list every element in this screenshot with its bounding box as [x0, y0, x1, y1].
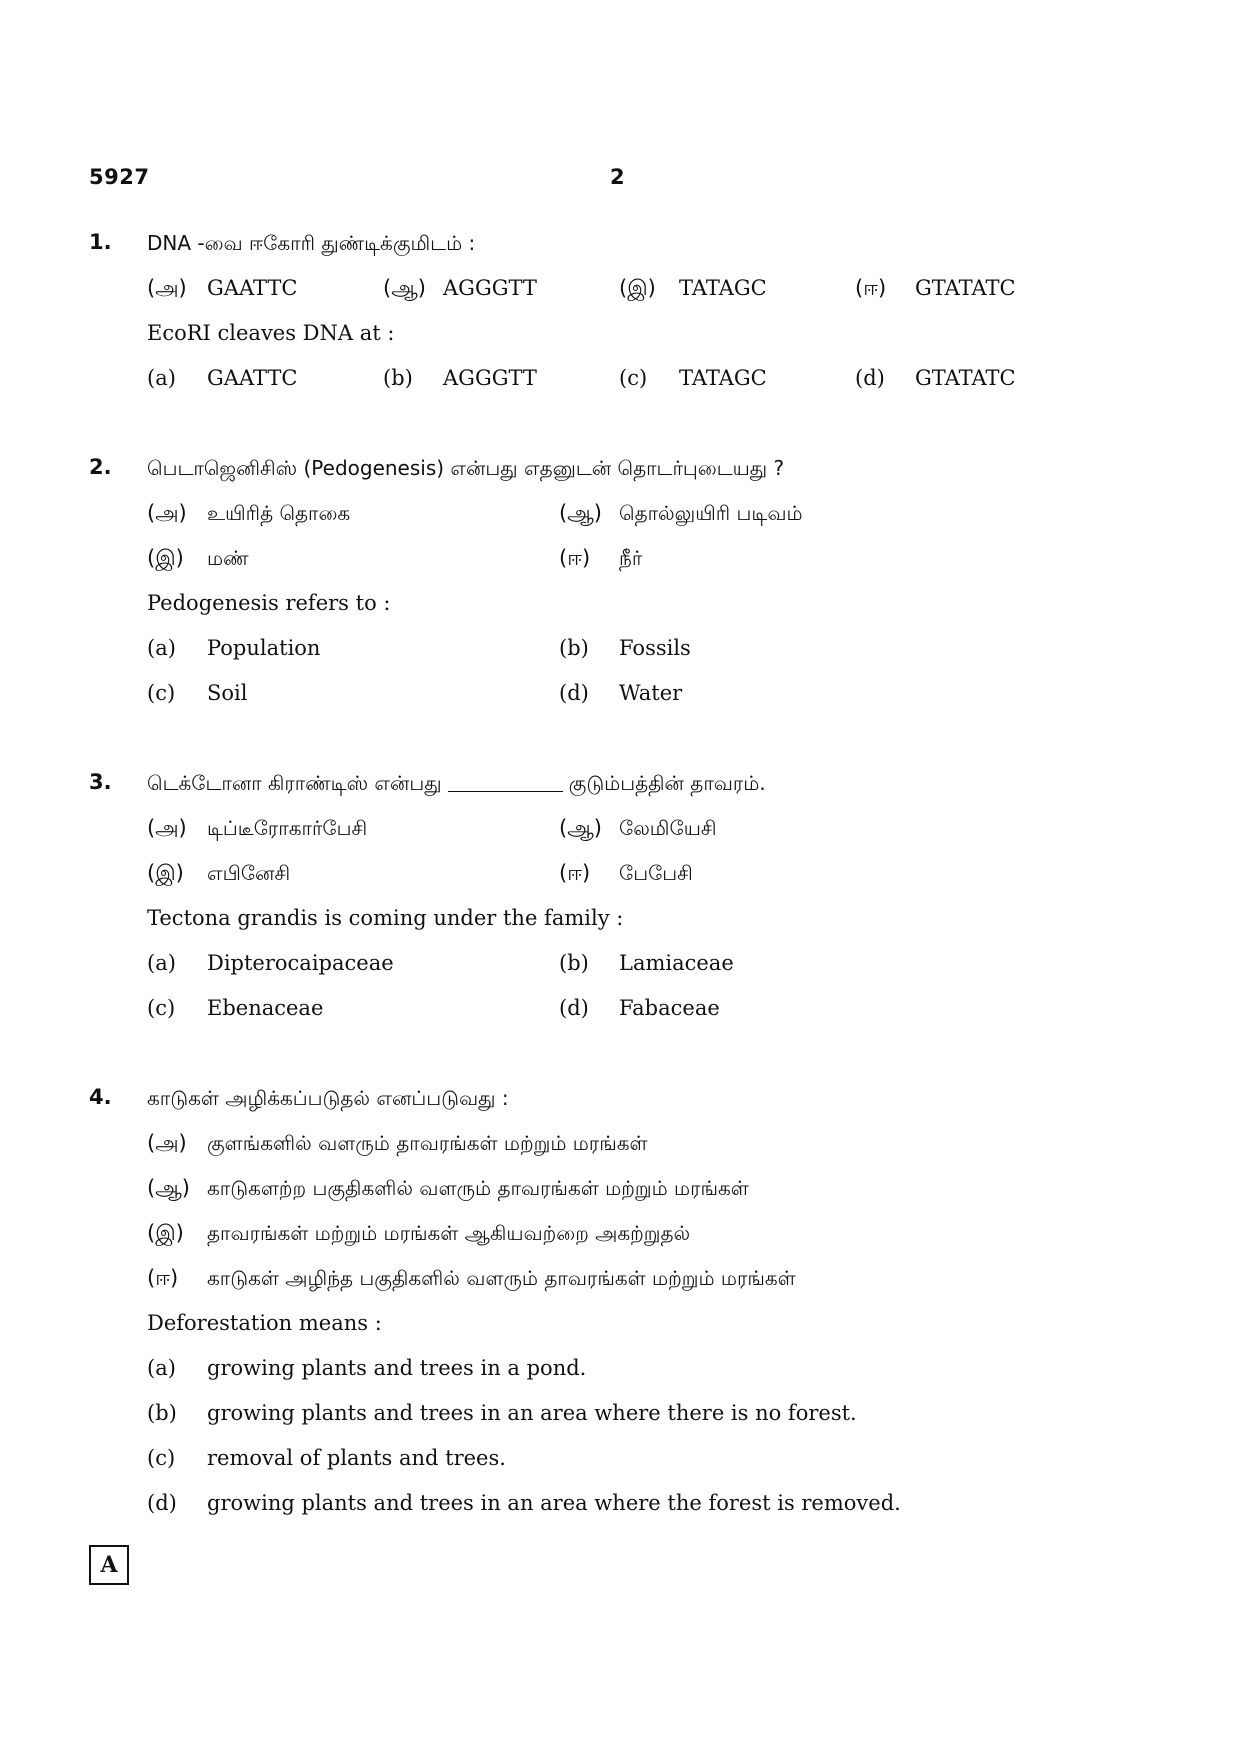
option-text: தாவரங்கள் மற்றும் மரங்கள் ஆகியவற்றை அகற்றுதல் [207, 1221, 691, 1245]
option-label: (இ) [147, 1221, 184, 1245]
option-text: மண் [207, 546, 249, 570]
paper-code: 5927 [89, 165, 150, 189]
option-label: (இ) [147, 546, 184, 570]
option-text: growing plants and trees in an area where there is no forest. [207, 1401, 857, 1425]
option-label: (a) [147, 1356, 176, 1380]
option-text: Fabaceae [619, 996, 720, 1020]
option-text: Soil [207, 681, 248, 705]
option-text: AGGGTT [443, 366, 537, 390]
option-label: (c) [147, 1446, 176, 1470]
option-label: (அ) [147, 816, 187, 840]
option-label: (c) [147, 996, 176, 1020]
option-label: (d) [559, 996, 589, 1020]
option-text: டிப்டீரோகார்பேசி [207, 816, 368, 840]
option-text: குளங்களில் வளரும் தாவரங்கள் மற்றும் மரங்கள் [207, 1131, 648, 1155]
option-label: (ஈ) [147, 1266, 179, 1290]
booklet-series-box: A [89, 1545, 129, 1585]
option-text: growing plants and trees in an area where the forest is removed. [207, 1491, 901, 1515]
option-label: (இ) [619, 276, 656, 300]
option-text: காடுகள் அழிந்த பகுதிகளில் வளரும் தாவரங்கள் மற்றும் மரங்கள் [207, 1266, 796, 1290]
option-text: Dipterocaipaceae [207, 951, 394, 975]
option-label: (b) [383, 366, 413, 390]
option-label: (c) [619, 366, 648, 390]
option-text: Fossils [619, 636, 691, 660]
option-label: (ஈ) [559, 861, 591, 885]
option-text: உயிரித் தொகை [207, 501, 351, 525]
option-text: Population [207, 636, 321, 660]
option-label: (b) [559, 636, 589, 660]
option-label: (ஆ) [147, 1176, 190, 1200]
option-text: நீர் [619, 546, 643, 570]
fill-in-blank [448, 791, 563, 792]
option-label: (d) [855, 366, 885, 390]
option-label: (ஆ) [559, 816, 602, 840]
option-text: Lamiaceae [619, 951, 734, 975]
option-text: removal of plants and trees. [207, 1446, 506, 1470]
option-label: (b) [147, 1401, 177, 1425]
option-text: பேபேசி [619, 861, 693, 885]
option-text: Ebenaceae [207, 996, 324, 1020]
option-text: தொல்லுயிரி படிவம் [619, 501, 803, 525]
question-text-after-blank: குடும்பத்தின் தாவரம். [568, 771, 766, 795]
option-text: AGGGTT [443, 276, 537, 300]
option-text: GTATATC [915, 276, 1016, 300]
option-text: லேமியேசி [619, 816, 717, 840]
option-text: GAATTC [207, 276, 298, 300]
option-label: (a) [147, 636, 176, 660]
option-text: GTATATC [915, 366, 1016, 390]
option-label: (c) [147, 681, 176, 705]
question-text-tamil: காடுகள் அழிக்கப்படுதல் எனப்படுவது : [147, 1086, 509, 1110]
option-label: (d) [559, 681, 589, 705]
page-number: 2 [610, 165, 626, 189]
option-text: TATAGC [679, 276, 767, 300]
question-text-english: Deforestation means : [147, 1311, 382, 1335]
question-number: 4. [89, 1085, 112, 1109]
question-text-tamil: பெடாஜெனிசிஸ் (Pedogenesis) என்பது எதனுடன் தொடர்புடையது ? [147, 456, 785, 480]
question-text-english: Tectona grandis is coming under the family : [147, 906, 624, 930]
option-label: (d) [147, 1491, 177, 1515]
option-label: (ஆ) [383, 276, 426, 300]
question-text-tamil [147, 770, 766, 796]
option-label: (இ) [147, 861, 184, 885]
option-label: (b) [559, 951, 589, 975]
question-text-english: Pedogenesis refers to : [147, 591, 391, 615]
option-label: (a) [147, 366, 176, 390]
question-text-before-blank: டெக்டோனா கிராண்டிஸ் என்பது [147, 771, 442, 795]
question-text-tamil: DNA -வை ஈகோரி துண்டிக்குமிடம் : [147, 231, 476, 255]
question-number: 3. [89, 770, 112, 794]
option-text: growing plants and trees in a pond. [207, 1356, 587, 1380]
option-label: (அ) [147, 501, 187, 525]
option-label: (அ) [147, 276, 187, 300]
question-number: 2. [89, 455, 112, 479]
option-label: (ஆ) [559, 501, 602, 525]
question-text-english: EcoRI cleaves DNA at : [147, 321, 395, 345]
option-text: TATAGC [679, 366, 767, 390]
option-text: எபினேசி [207, 861, 291, 885]
option-label: (a) [147, 951, 176, 975]
question-number: 1. [89, 230, 112, 254]
option-label: (அ) [147, 1131, 187, 1155]
option-label: (ஈ) [559, 546, 591, 570]
option-text: GAATTC [207, 366, 298, 390]
option-label: (ஈ) [855, 276, 887, 300]
option-text: காடுகளற்ற பகுதிகளில் வளரும் தாவரங்கள் மற்றும் மரங்கள் [207, 1176, 749, 1200]
option-text: Water [619, 681, 683, 705]
